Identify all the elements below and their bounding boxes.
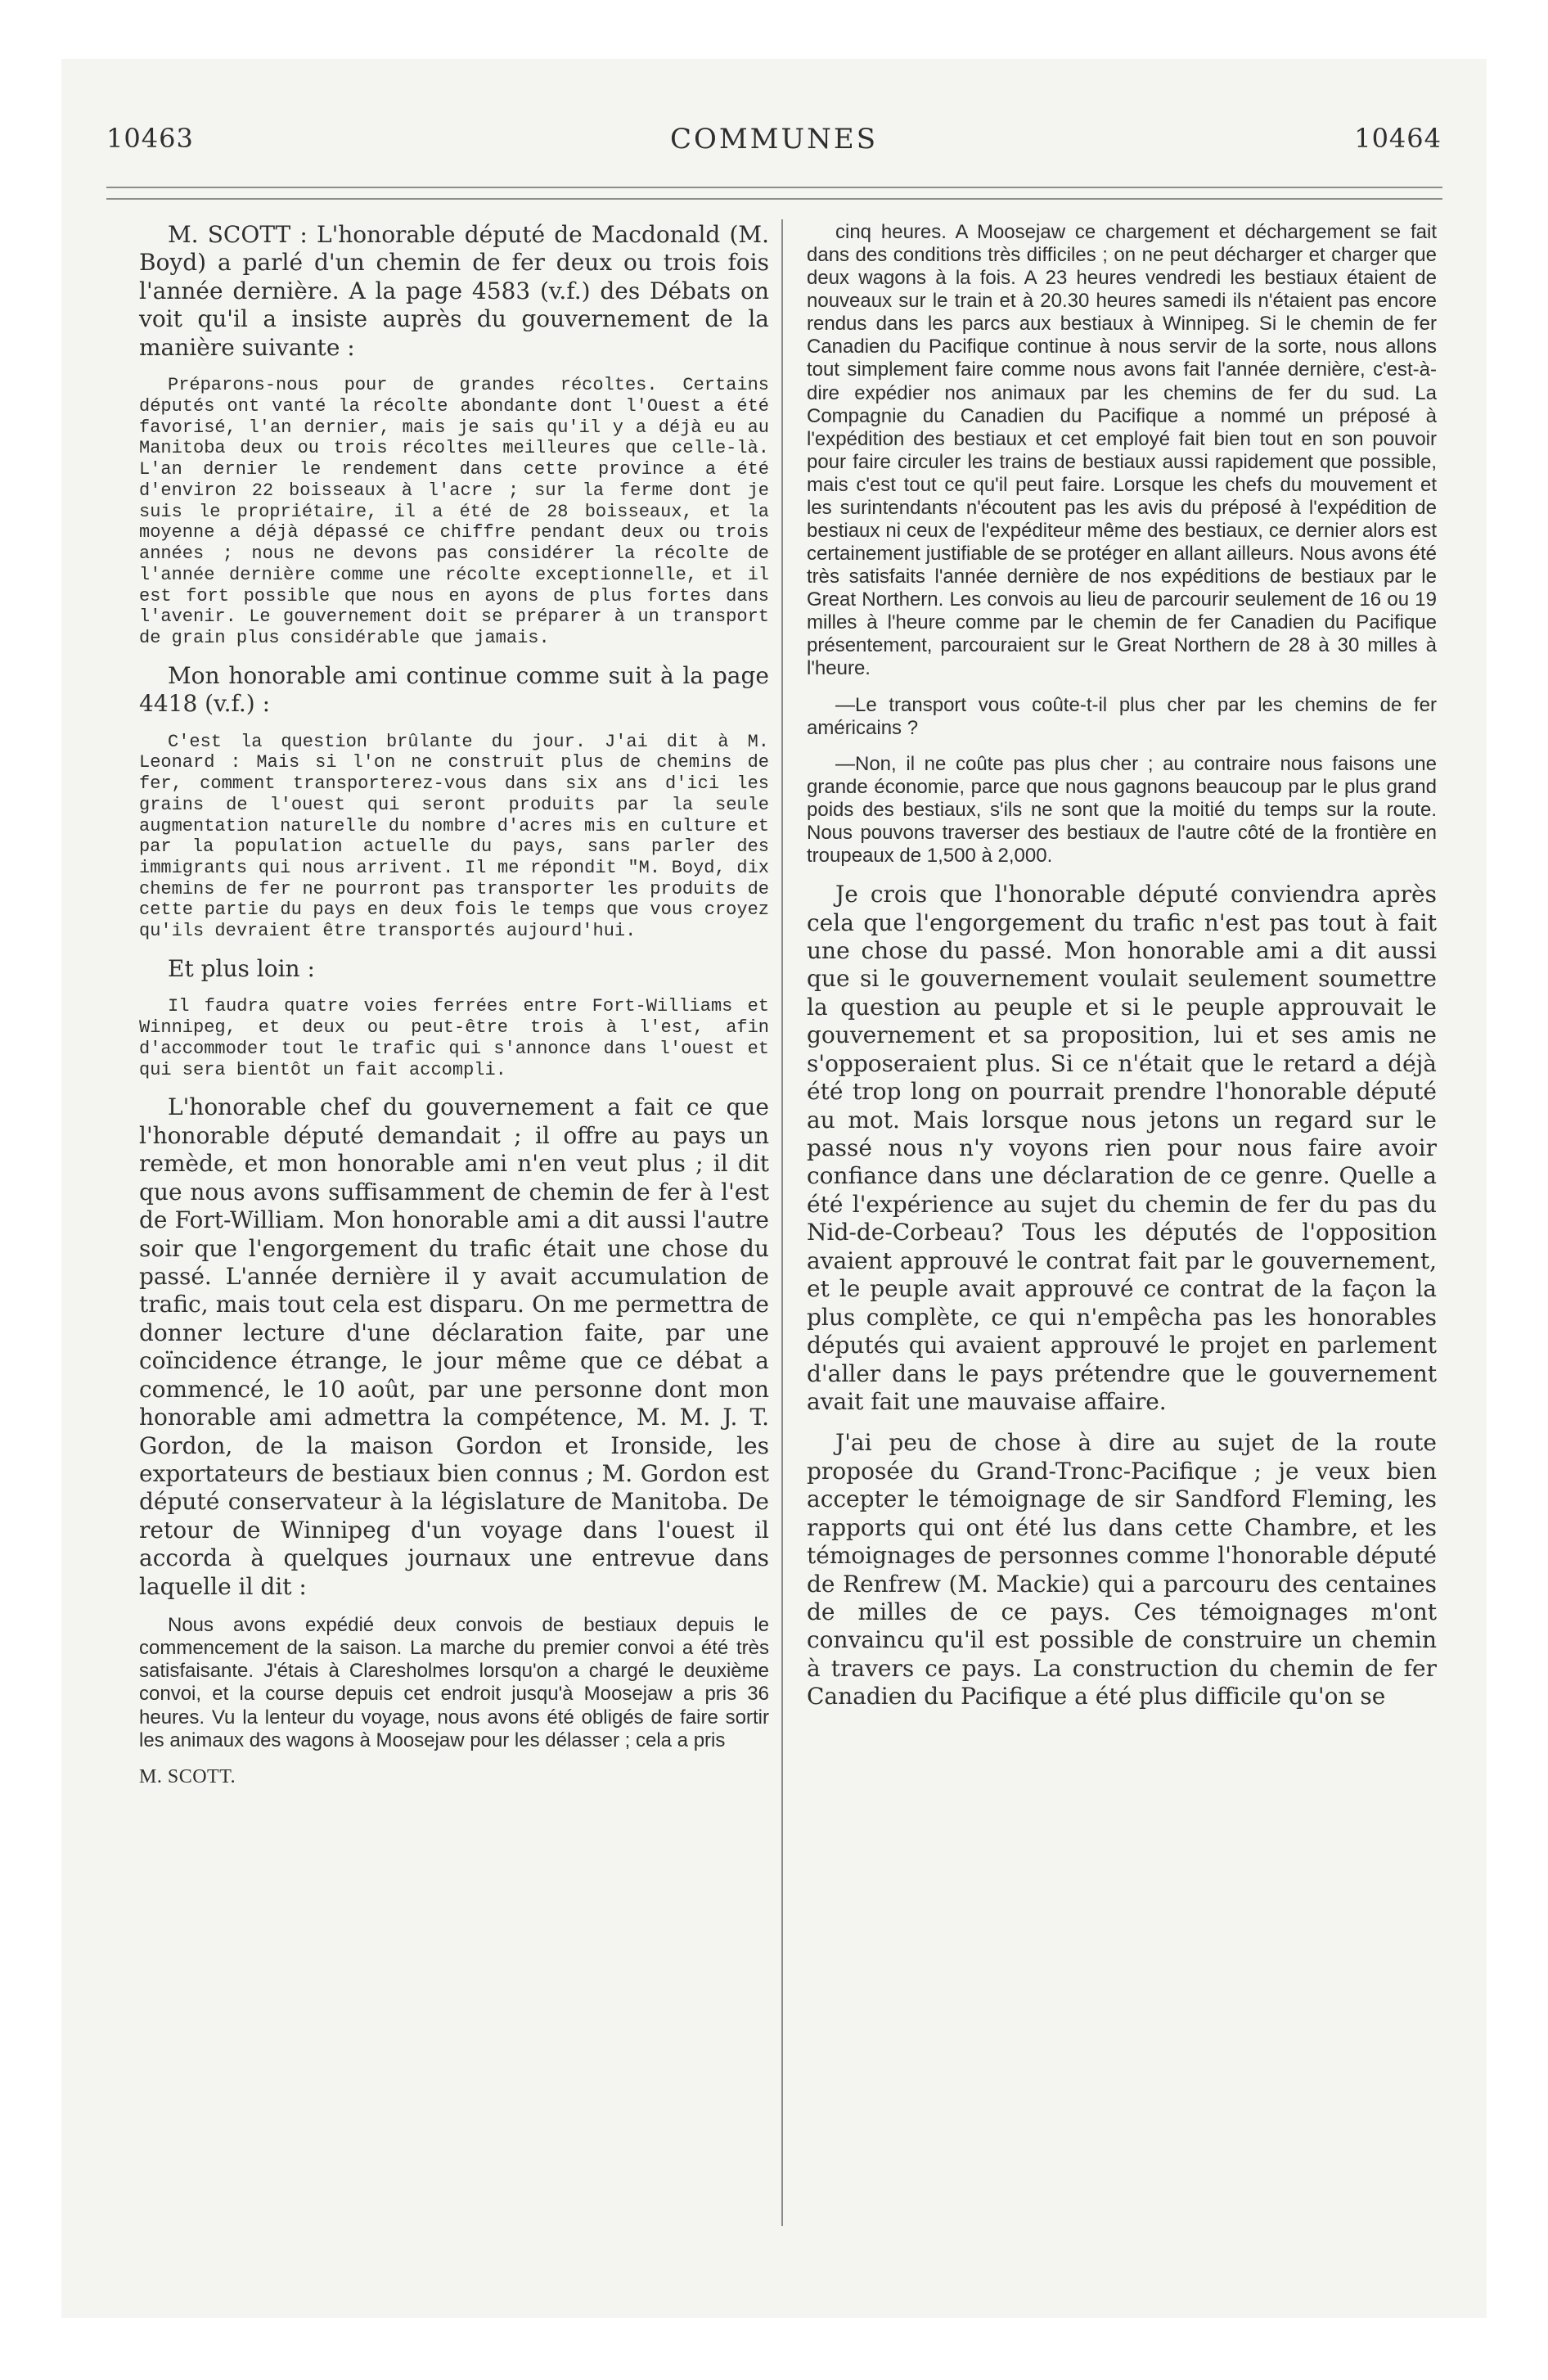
- right-paragraph-2: J'ai peu de chose à dire au sujet de la route proposée du Grand-Tronc-Pacifique ; je veux bien accepter le témoignage de sir Sandford Fleming, les rapports qui ont été lus dans cette Chambre, et les témoignages de personnes comme l'honorable député de Renfrew (M. Mackie) qui a parcouru des centaines de milles de ce pays. Ces témoignages m'ont convaincu qu'il est possible de construire un chemin à travers ce pays. La construction du chemin de fer Canadien du Pacifique a été plus difficile qu'on se: [807, 1429, 1437, 1711]
- header-rule-bottom: [106, 198, 1442, 200]
- left-quote-2: C'est la question brûlante du jour. J'ai dit à M. Leonard : Mais si l'on ne construit plus de chemins de fer, comment transporterez-vous dans six ans d'ici les grains de l'ouest qui seront produits par la seule augmentation naturelle du nombre d'acres mis en culture et par la population actuelle du pays, sans parler des immigrants qui nous arrivent. Il me répondit "M. Boyd, dix chemins de fer ne pourront pas transporter les produits de cette partie du pays en deux fois le temps que vous croyez qu'ils devraient être transportés aujourd'hui.: [139, 731, 769, 942]
- page-title: COMMUNES: [669, 123, 879, 156]
- left-quote-1: Préparons-nous pour de grandes récoltes. Certains députés ont vanté la récolte abondante dont l'Ouest a été favorisé, l'an dernier, mais je sais qu'il y a déjà eu au Manitoba deux ou trois récoltes meilleures que celle-là. L'an dernier le rendement dans cette province a été d'environ 22 boisseaux à l'acre ; sur la ferme dont je suis le propriétaire, il a été de 28 boisseaux, et la moyenne a déjà dépassé ce chiffre pendant deux ou trois années ; nous ne devons pas considérer la récolte de l'année dernière comme une récolte exceptionnelle, et il est fort possible que nous en ayons de plus fortes dans l'avenir. Le gouvernement doit se préparer à un transport de grain plus considérable que jamais.: [139, 375, 769, 648]
- right-quote-3: —Non, il ne coûte pas plus cher ; au contraire nous faisons une grande économie, parce que nous gagnons beaucoup par le plus grand poids des bestiaux, s'ils ne sont que la moitié du temps sur la route. Nous pouvons traverser des bestiaux de l'autre côté de la frontière en troupeaux de 1,500 à 2,000.: [807, 752, 1437, 868]
- right-paragraph-1: Je crois que l'honorable député conviendra après cela que l'engorgement du trafic n'est pas tout à fait une chose du passé. Mon honorable ami a dit aussi que si le gouvernement voulait seulement soumettre la question au peuple et si le peuple approuvait le gouvernement et sa proposition, lui et ses amis ne s'opposeraient plus. Si ce n'était que le retard a déjà été trop long on pourrait prendre l'honorable député au mot. Mais lorsque nous jetons un regard sur le passé nous n'y voyons rien pour nous faire avoir confiance dans une déclaration de ce genre. Quelle a été l'expérience au sujet du chemin de fer du pas du Nid-de-Corbeau? Tous les députés de l'opposition avaient approuvé le contrat fait par le gouvernement, et le peuple avait approuvé ce contrat de la façon la plus complète, ce qui n'empêcha pas les honorables députés qui avaient approuvé le projet en parlement d'aller dans le pays prétendre que le gouvernement avait fait une mauvaise affaire.: [807, 881, 1437, 1415]
- left-paragraph-2: Mon honorable ami continue comme suit à la page 4418 (v.f.) :: [139, 661, 769, 718]
- right-quote-2: —Le transport vous coûte-t-il plus cher par les chemins de fer américains ?: [807, 693, 1437, 739]
- right-column: [807, 221, 1437, 1724]
- left-paragraph-3: Et plus loin :: [168, 954, 315, 982]
- left-quote-4: Nous avons expédié deux convois de bestiaux depuis le commencement de la saison. La marche du premier convoi a été très satisfaisante. J'étais à Claresholmes lorsqu'on a chargé le deuxième convoi, et la course depuis cet endroit jusqu'à Moosejaw a pris 36 heures. Vu la lenteur du voyage, nous avons été obligés de faire sortir les animaux des wagons à Moosejaw pour les délasser ; cela a pris: [139, 1614, 769, 1751]
- page-header: [106, 123, 1442, 180]
- left-paragraph-4: L'honorable chef du gouvernement a fait ce que l'honorable député demandait ; il offre au pays un remède, et mon honorable ami n'en veut plus ; il dit que nous avons suffisamment de chemin de fer à l'est de Fort-William. Mon honorable ami a dit aussi l'autre soir que l'engorgement du trafic était une chose du passé. L'année dernière il y avait accumulation de trafic, mais tout cela est disparu. On me permettra de donner lecture d'une déclaration faite, par une coïncidence étrange, le jour même que ce débat a commencé, le 10 août, par une personne dont mon honorable ami admettra la compétence, M. M. J. T. Gordon, de la maison Gordon et Ironside, les exportateurs de bestiaux bien connus ; M. Gordon est député conservateur à la législature de Manitoba. De retour de Winnipeg d'un voyage dans l'ouest il accorda à quelques journaux une entrevue dans laquelle il dit :: [139, 1093, 769, 1600]
- page-number-left: 10463: [106, 123, 194, 154]
- column-divider: [781, 219, 783, 2226]
- right-quote-1: cinq heures. A Moosejaw ce chargement et déchargement se fait dans des conditions très difficiles ; on ne peut décharger et charger que deux wagons à la fois. A 23 heures vendredi les bestiaux étaient de nouveaux sur le train et à 20.30 heures samedi ils n'étaient pas encore rendus dans les parcs aux bestiaux à Winnipeg. Si le chemin de fer Canadien du Pacifique continue à nous servir de la sorte, nous allons tout simplement faire comme nous avons fait l'année dernière, c'est-à-dire expédier nos animaux par les chemins de fer du sud. La Compagnie du Canadien du Pacifique a nommé un préposé à l'expédition des bestiaux et cet employé fait bien tout en son pouvoir pour faire circuler les trains de bestiaux aussi rapidement que possible, mais c'est tout ce qu'il peut faire. Lorsque les chefs du mouvement et les surintendants n'écoutent pas les avis du préposé à l'expédition de bestiaux ni ceux de l'expéditeur même des bestiaux, ce dernier alors est certainement justifiable de se protéger en allant ailleurs. Nous avons été très satisfaits l'année dernière de nos expéditions de bestiaux par le Great Northern. Les convois au lieu de parcourir seulement de 16 ou 19 milles à l'heure comme par le chemin de fer Canadien du Pacifique présentement, parcouraient sur le Great Northern de 28 à 30 milles à l'heure.: [807, 221, 1437, 680]
- left-quote-3: Il faudra quatre voies ferrées entre Fort-Williams et Winnipeg, et deux ou peut-être trois à l'est, afin d'accommoder tout le trafic qui s'annonce dans l'ouest et qui sera bientôt un fait accompli.: [139, 996, 769, 1080]
- header-rule-top: [106, 187, 1442, 188]
- speaker-signature: M. SCOTT.: [139, 1765, 236, 1787]
- left-column: [139, 221, 769, 1789]
- page-number-right: 10464: [1354, 123, 1442, 154]
- left-paragraph-1: M. SCOTT : L'honorable député de Macdonald (M. Boyd) a parlé d'un chemin de fer deux ou trois fois l'année dernière. A la page 4583 (v.f.) des Débats on voit qu'il a insiste auprès du gouvernement de la manière suivante :: [139, 221, 769, 361]
